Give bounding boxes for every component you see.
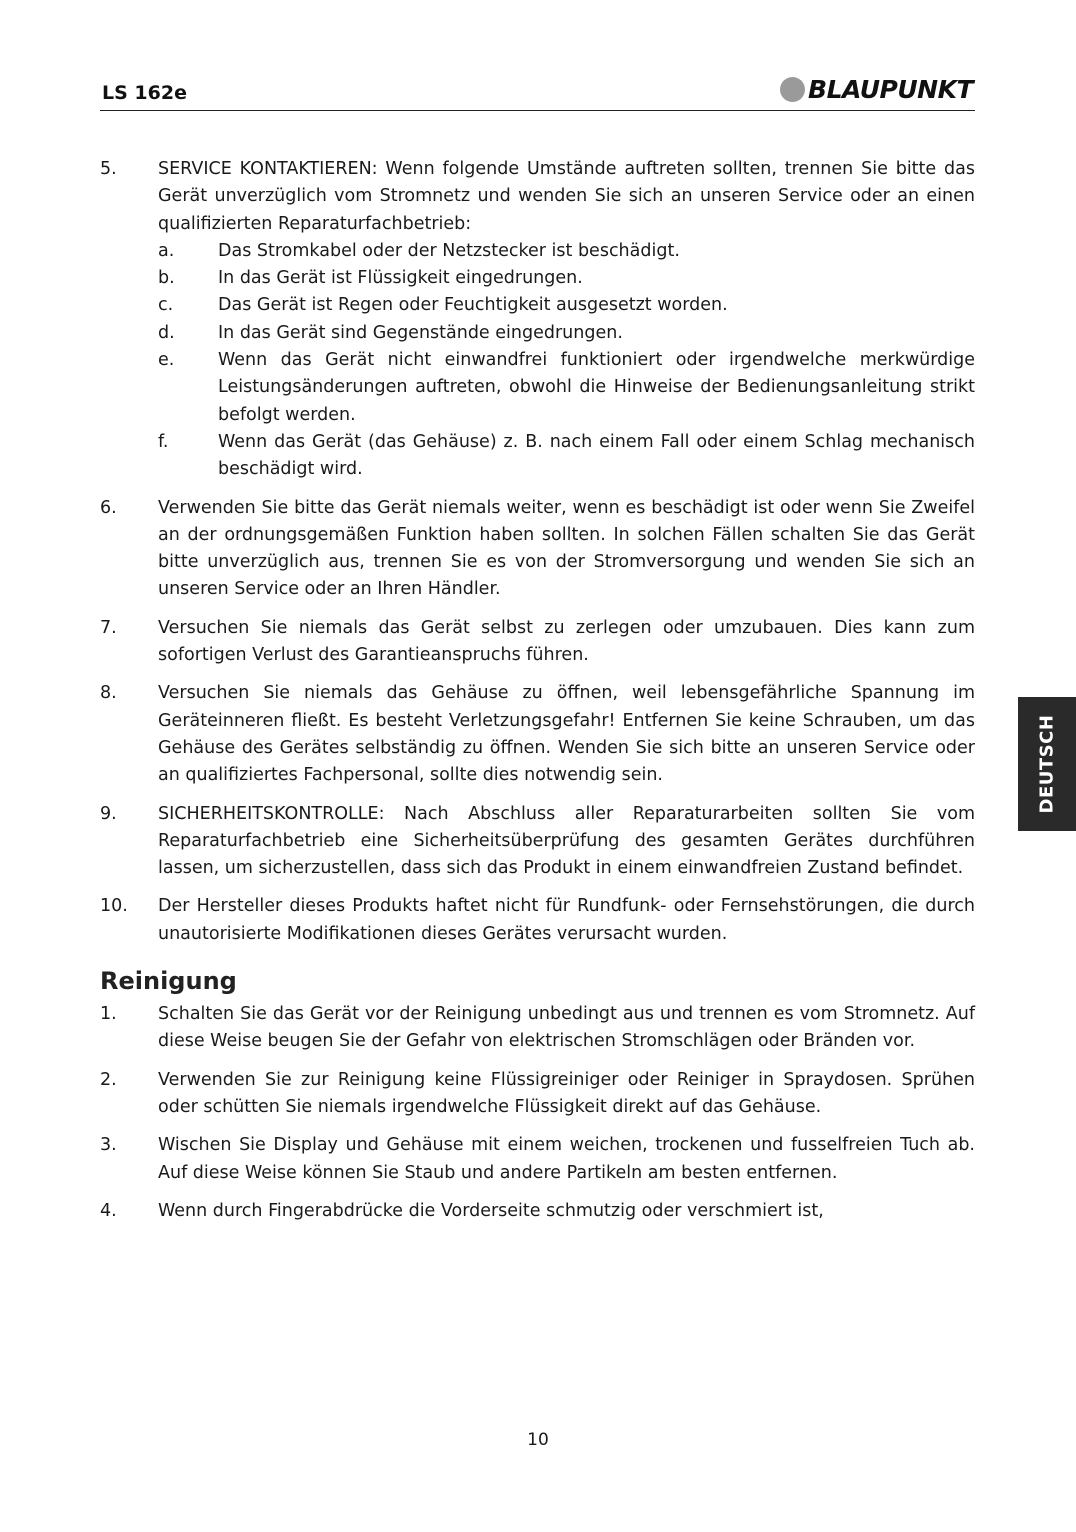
item-text: Versuchen Sie niemals das Gehäuse zu öffnen, weil lebensgefährliche Spannung im Geräteinneren fließt. Es besteht Verletzungsgefahr! Entfernen Sie keine Schrauben, um das Gehäuse des Gerätes selbständig zu öffnen. Wenden Sie sich bitte an unseren Service oder an qualifiziertes Fachpersonal, sollte dies notwendig sein. [158,683,975,786]
item-number: 3. [100,1135,117,1156]
sub-item-letter: b. [158,268,175,289]
language-tab-label: DEUTSCH [1036,714,1058,814]
page-content [100,156,975,1236]
sub-item-text: Wenn das Gerät nicht einwandfrei funktioniert oder irgendwelche merkwürdige Leistungsänderungen auftreten, obwohl die Hinweise der Bedienungsanleitung strikt befolgt werden. [218,350,975,425]
sub-item-text: In das Gerät sind Gegenstände eingedrungen. [218,322,623,343]
item-number: 2. [100,1069,117,1090]
item-text: Wischen Sie Display und Gehäuse mit einem weichen, trockenen und fusselfreien Tuch ab. Auf diese Weise können Sie Staub und andere Partikeln am besten entfernen. [158,1135,975,1183]
item-number: 4. [100,1200,117,1221]
sub-item-text: In das Gerät ist Flüssigkeit eingedrungen. [218,268,583,289]
item-text: Verwenden Sie zur Reinigung keine Flüssigreiniger oder Reiniger in Spraydosen. Sprühen oder schütten Sie niemals irgendwelche Flüssigkeit direkt auf das Gehäuse. [158,1069,975,1117]
item-number: 9. [100,803,117,824]
item-text: Versuchen Sie niemals das Gerät selbst zu zerlegen oder umzubauen. Dies kann zum sofortigen Verlust des Garantieanspruchs führen. [158,617,975,666]
page-number: 10 [527,1430,549,1450]
list-item-9 [100,801,975,883]
item-text: Wenn durch Fingerabdrücke die Vorderseite schmutzig oder verschmiert ist, [158,1200,824,1221]
cleaning-item-1 [100,1001,975,1056]
brand-logo [780,74,973,104]
list-item-6 [100,495,975,604]
brand-logo-text: BLAUPUNKT [808,74,973,104]
sub-item-a [158,238,975,265]
language-tab [1018,697,1076,831]
page-header [100,70,975,111]
item-text: Verwenden Sie bitte das Gerät niemals weiter, wenn es beschädigt ist oder wenn Sie Zweifel an der ordnungsgemäßen Funktion haben sollten. In solchen Fällen schalten Sie das Gerät bitte unverzüglich aus, trennen Sie es von der Stromversorgung und wenden Sie sich an unseren Service oder an Ihren Händler. [158,497,975,600]
item-number: 8. [100,683,117,704]
sub-item-text: Das Stromkabel oder der Netzstecker ist beschädigt. [218,240,680,261]
sub-item-text: Wenn das Gerät (das Gehäuse) z. B. nach einem Fall oder einem Schlag mechanisch beschädigt wird. [218,431,975,480]
sub-item-b [158,265,975,292]
item-number: 10. [100,896,128,917]
model-number: LS 162e [102,82,187,104]
sub-item-letter: d. [158,322,175,343]
cleaning-item-2 [100,1067,975,1122]
sub-item-text: Das Gerät ist Regen oder Feuchtigkeit ausgesetzt worden. [218,295,728,316]
list-item-10 [100,893,975,948]
sub-item-letter: e. [158,350,175,371]
sub-item-letter: f. [158,431,169,452]
section-title: Reinigung [100,967,237,996]
cleaning-item-4 [100,1198,975,1225]
cleaning-item-3 [100,1132,975,1187]
list-item-7 [100,615,975,670]
sub-item-letter: c. [158,295,174,316]
sub-item-d [158,320,975,347]
item-number: 6. [100,497,117,518]
sub-item-c [158,292,975,319]
item-number: 7. [100,617,117,638]
sub-item-e [158,347,975,429]
sub-item-f [158,429,975,484]
item-text: SERVICE KONTAKTIEREN: Wenn folgende Umstände auftreten sollten, trennen Sie bitte das Gerät unverzüglich vom Stromnetz und wenden Sie sich an unseren Service oder an einen qualifizierten Reparaturfachbetrieb: [158,159,975,234]
item-text: SICHERHEITSKONTROLLE: Nach Abschluss aller Reparaturarbeiten sollten Sie vom Reparaturfachbetrieb eine Sicherheitsüberprüfung des gesamten Gerätes durchführen lassen, um sicherzustellen, dass sich das Produkt in einem einwandfreien Zustand befindet. [158,803,975,879]
item-number: 1. [100,1004,117,1025]
item-text: Schalten Sie das Gerät vor der Reinigung unbedingt aus und trennen es vom Stromnetz. Auf diese Weise beugen Sie der Gefahr von elektrischen Stromschlägen oder Bränden vor. [158,1004,975,1052]
item-number: 5. [100,159,117,179]
brand-logo-dot [780,77,805,102]
sub-item-letter: a. [158,240,175,261]
list-item-5 [100,156,975,484]
item-text: Der Hersteller dieses Produkts haftet nicht für Rundfunk- oder Fernsehstörungen, die durch unautorisierte Modifikationen dieses Gerätes verursacht wurden. [158,896,975,944]
list-item-8 [100,680,975,789]
